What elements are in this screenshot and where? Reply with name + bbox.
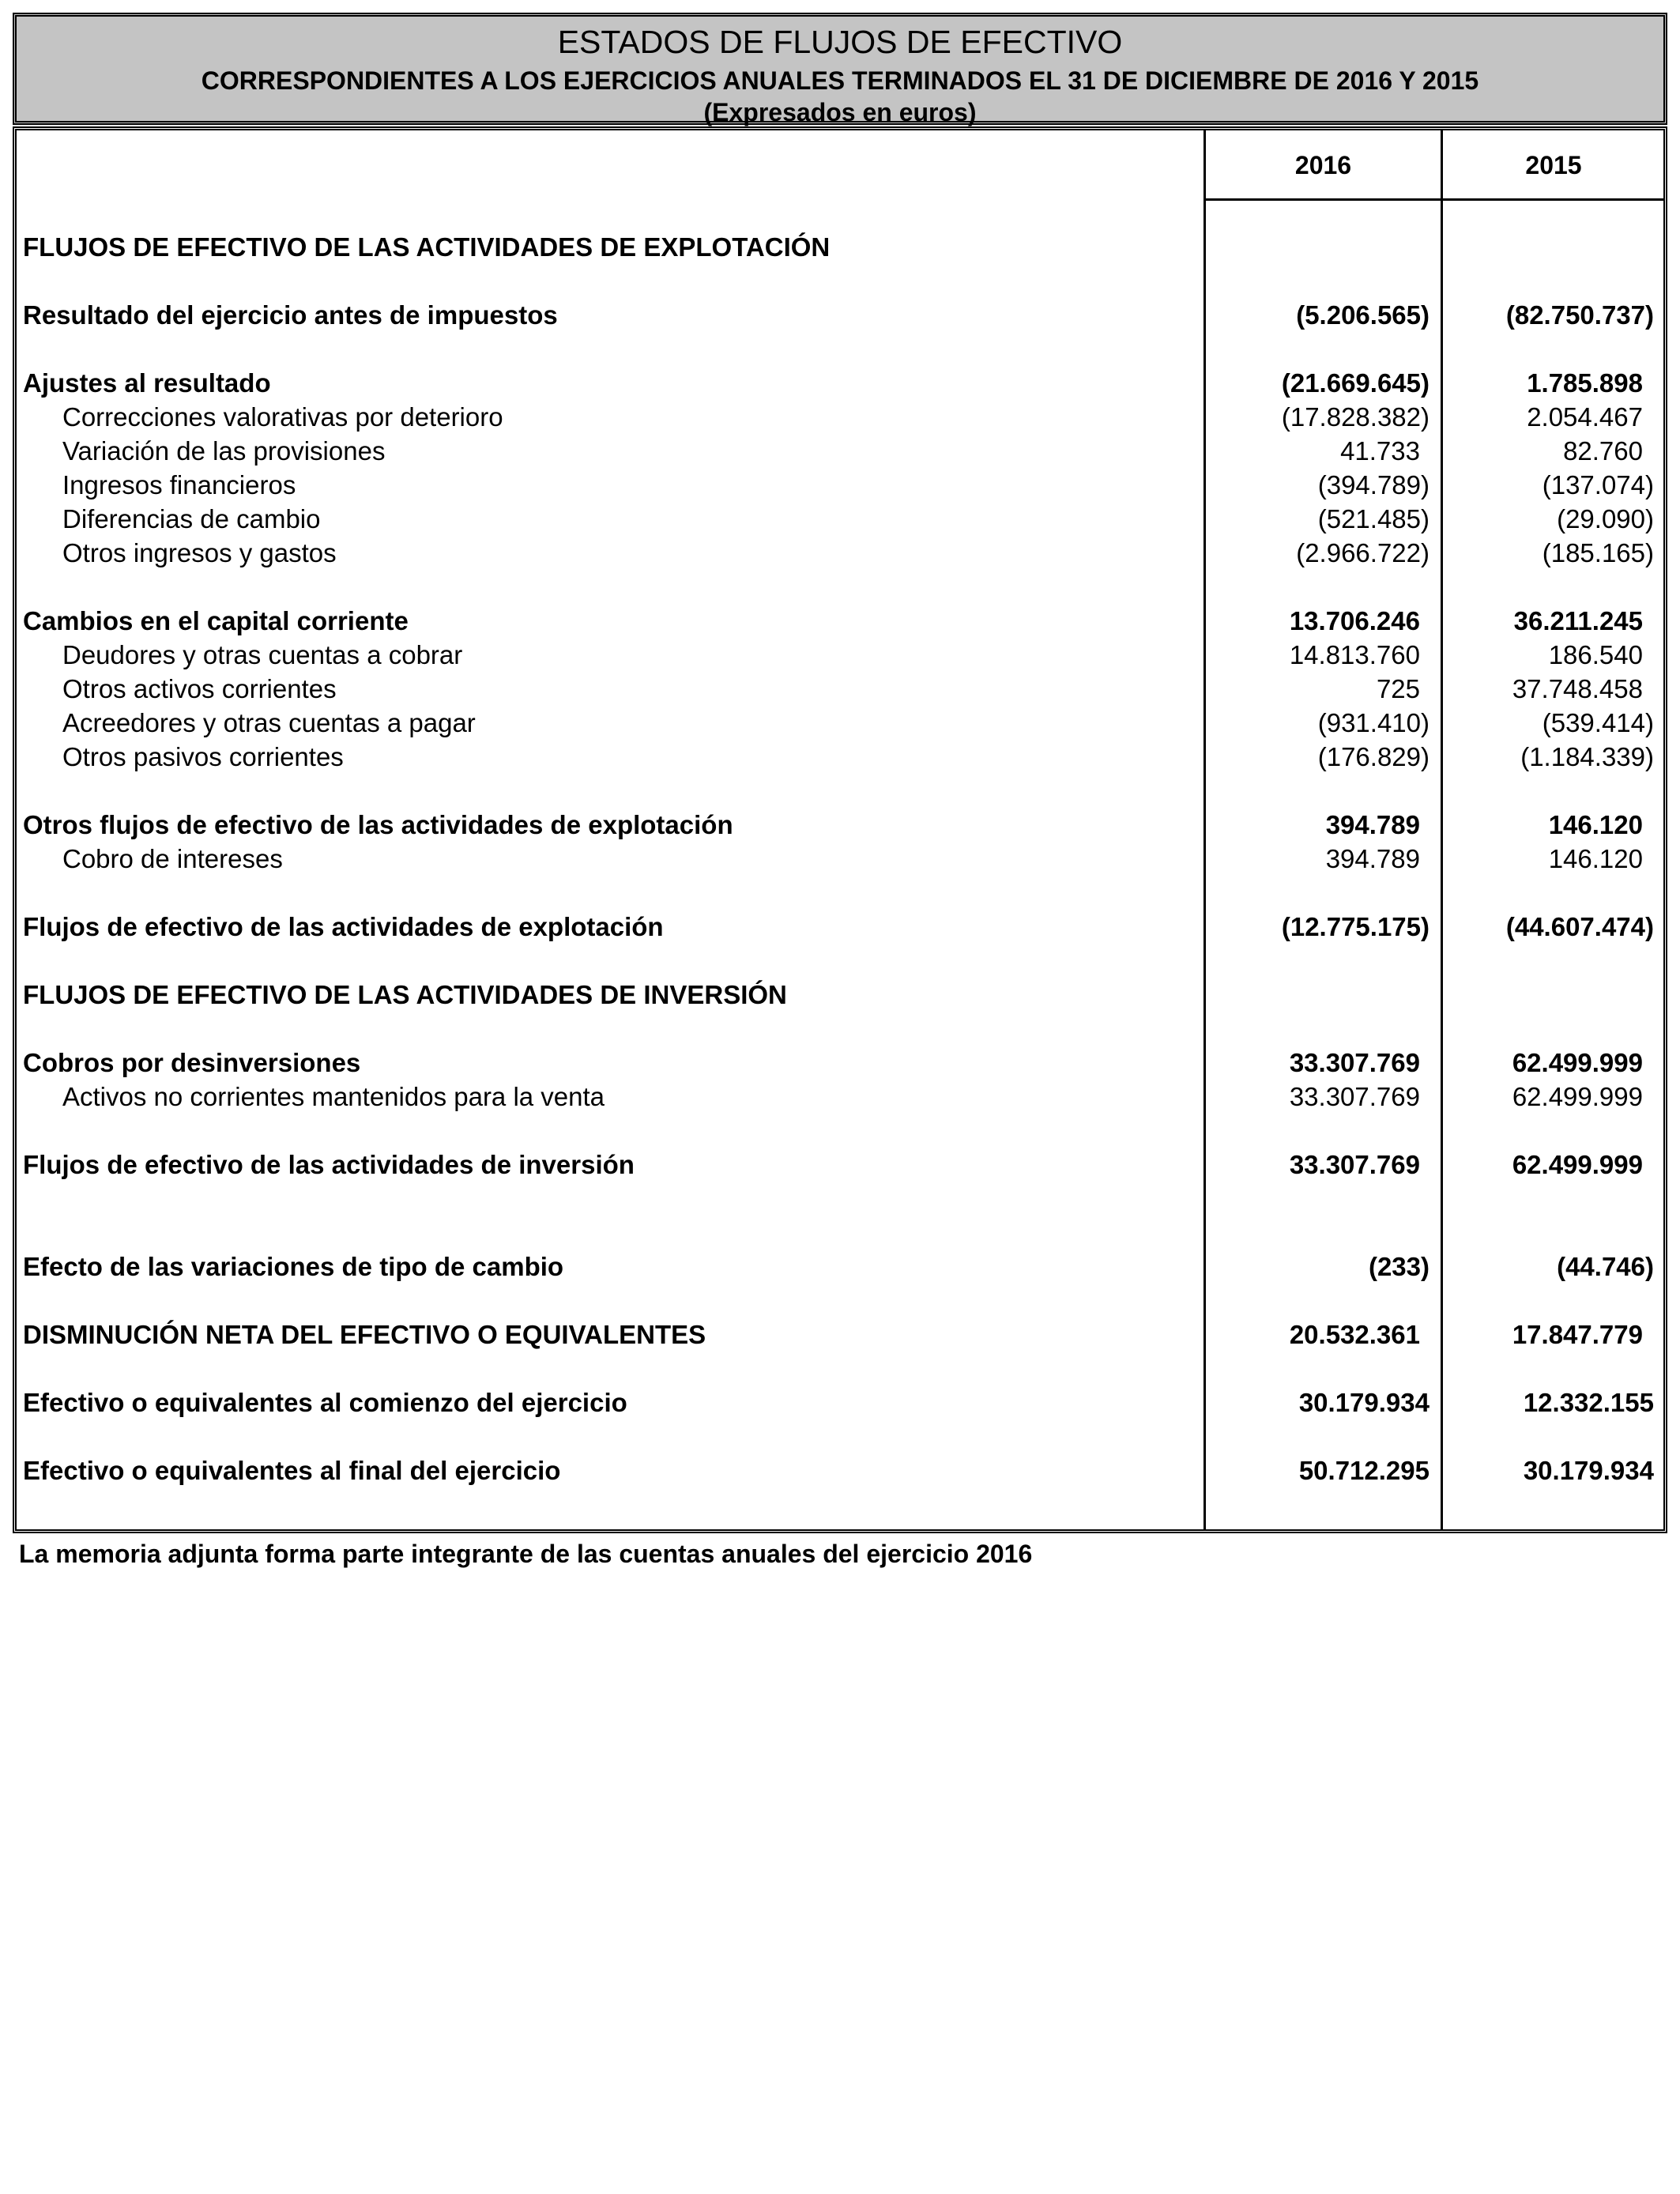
row-label: Deudores y otras cuentas a cobrar — [62, 640, 463, 669]
value-2016: 14.813.760 — [1289, 640, 1420, 669]
value-2015: (29.090) — [1557, 504, 1654, 533]
value-2016: (931.410) — [1317, 708, 1430, 737]
value-2016: (5.206.565) — [1296, 300, 1430, 330]
table-row — [17, 910, 1663, 944]
table-row — [17, 536, 1663, 571]
row-label: Ajustes al resultado — [23, 368, 271, 398]
row-label: Efectivo o equivalentes al final del ejercicio — [23, 1456, 561, 1485]
table-row — [17, 366, 1663, 401]
row-label: DISMINUCIÓN NETA DEL EFECTIVO O EQUIVALENTES — [23, 1320, 706, 1349]
value-2015: 30.179.934 — [1523, 1456, 1654, 1485]
value-2015: 62.499.999 — [1512, 1048, 1643, 1077]
footnote: La memoria adjunta forma parte integrante de las cuentas anuales del ejercicio 2016 — [19, 1540, 1033, 1568]
value-2015: 37.748.458 — [1512, 674, 1643, 703]
value-2016: 20.532.361 — [1289, 1320, 1420, 1349]
table-row — [17, 1453, 1663, 1488]
column-header-2016: 2016 — [1294, 151, 1352, 179]
table-row — [17, 400, 1663, 435]
value-2016: (176.829) — [1317, 742, 1430, 771]
value-2015: 62.499.999 — [1512, 1082, 1643, 1111]
value-2016: 41.733 — [1340, 436, 1420, 466]
table-row — [17, 1046, 1663, 1080]
table-row — [17, 1385, 1663, 1420]
value-2015: (137.074) — [1542, 470, 1654, 499]
table-row — [17, 502, 1663, 537]
row-label: Cobro de intereses — [62, 844, 283, 873]
table-row — [17, 1318, 1663, 1352]
value-2015: 82.760 — [1563, 436, 1643, 466]
row-label: Otros flujos de efectivo de las actividades de explotación — [23, 810, 733, 839]
statement-header — [13, 13, 1667, 125]
row-label: Flujos de efectivo de las actividades de explotación — [23, 912, 664, 941]
value-2016: (521.485) — [1317, 504, 1430, 533]
table-row — [17, 468, 1663, 503]
row-label: Otros ingresos y gastos — [62, 538, 337, 567]
value-2016: 394.789 — [1325, 844, 1420, 873]
value-2016: (21.669.645) — [1281, 368, 1430, 398]
row-label: FLUJOS DE EFECTIVO DE LAS ACTIVIDADES DE EXPLOTACIÓN — [23, 232, 831, 262]
value-2015: 36.211.245 — [1513, 606, 1643, 635]
row-label: Acreedores y otras cuentas a pagar — [62, 708, 476, 737]
value-2016: 33.307.769 — [1289, 1048, 1420, 1077]
value-2015: 12.332.155 — [1523, 1388, 1654, 1417]
table-row — [17, 1080, 1663, 1114]
table-row — [17, 230, 1663, 265]
table-row — [17, 978, 1663, 1012]
row-label: Otros pasivos corrientes — [62, 742, 344, 771]
table-row — [17, 638, 1663, 673]
row-label: FLUJOS DE EFECTIVO DE LAS ACTIVIDADES DE INVERSIÓN — [23, 980, 787, 1009]
row-label: Variación de las provisiones — [62, 436, 386, 466]
table-row — [17, 842, 1663, 876]
cash-flow-table — [13, 126, 1667, 1533]
value-2015: (185.165) — [1542, 538, 1654, 567]
row-label: Otros activos corrientes — [62, 674, 337, 703]
table-row — [17, 298, 1663, 333]
value-2015: 62.499.999 — [1512, 1150, 1643, 1179]
table-row — [17, 1148, 1663, 1182]
row-label: Cobros por desinversiones — [23, 1048, 361, 1077]
table-row — [17, 434, 1663, 469]
row-label: Diferencias de cambio — [62, 504, 321, 533]
value-2015: (44.746) — [1557, 1252, 1654, 1281]
value-2016: (2.966.722) — [1296, 538, 1430, 567]
value-2015: 2.054.467 — [1527, 402, 1643, 432]
column-header-2015: 2015 — [1525, 151, 1582, 179]
value-2015: (1.184.339) — [1520, 742, 1654, 771]
row-label: Resultado del ejercicio antes de impuestos — [23, 300, 558, 330]
table-row — [17, 604, 1663, 639]
table-row — [17, 740, 1663, 775]
row-label: Cambios en el capital corriente — [23, 606, 409, 635]
value-2015: (44.607.474) — [1505, 912, 1654, 941]
table-row — [17, 672, 1663, 707]
row-label: Ingresos financieros — [62, 470, 296, 499]
value-2016: (233) — [1368, 1252, 1430, 1281]
statement-title: ESTADOS DE FLUJOS DE EFECTIVO — [557, 24, 1123, 60]
table-row — [17, 706, 1663, 741]
value-2015: 17.847.779 — [1512, 1320, 1643, 1349]
row-label: Activos no corrientes mantenidos para la venta — [62, 1082, 605, 1111]
value-2015: (82.750.737) — [1505, 300, 1654, 330]
row-label: Flujos de efectivo de las actividades de inversión — [23, 1150, 635, 1179]
value-2016: 725 — [1376, 674, 1420, 703]
value-2016: (394.789) — [1317, 470, 1430, 499]
value-2015: 186.540 — [1548, 640, 1643, 669]
value-2015: 146.120 — [1548, 844, 1643, 873]
value-2016: 50.712.295 — [1298, 1456, 1430, 1485]
row-label: Efecto de las variaciones de tipo de cambio — [23, 1252, 564, 1281]
row-label: Efectivo o equivalentes al comienzo del ejercicio — [23, 1388, 627, 1417]
statement-subtitle: CORRESPONDIENTES A LOS EJERCICIOS ANUALES TERMINADOS EL 31 DE DICIEMBRE DE 2016 Y 2015 — [201, 66, 1479, 95]
column-header-rule — [1203, 198, 1664, 201]
table-row — [17, 808, 1663, 843]
value-2015: (539.414) — [1542, 708, 1654, 737]
value-2016: 13.706.246 — [1289, 606, 1420, 635]
value-2015: 146.120 — [1548, 810, 1643, 839]
value-2016: (17.828.382) — [1281, 402, 1430, 432]
value-2016: 30.179.934 — [1298, 1388, 1430, 1417]
value-2016: (12.775.175) — [1281, 912, 1430, 941]
value-2015: 1.785.898 — [1527, 368, 1643, 398]
value-2016: 33.307.769 — [1289, 1082, 1420, 1111]
currency-note: (Expresados en euros) — [703, 98, 977, 126]
table-row — [17, 1250, 1663, 1284]
value-2016: 33.307.769 — [1289, 1150, 1420, 1179]
row-label: Correcciones valorativas por deterioro — [62, 402, 503, 432]
value-2016: 394.789 — [1325, 810, 1420, 839]
